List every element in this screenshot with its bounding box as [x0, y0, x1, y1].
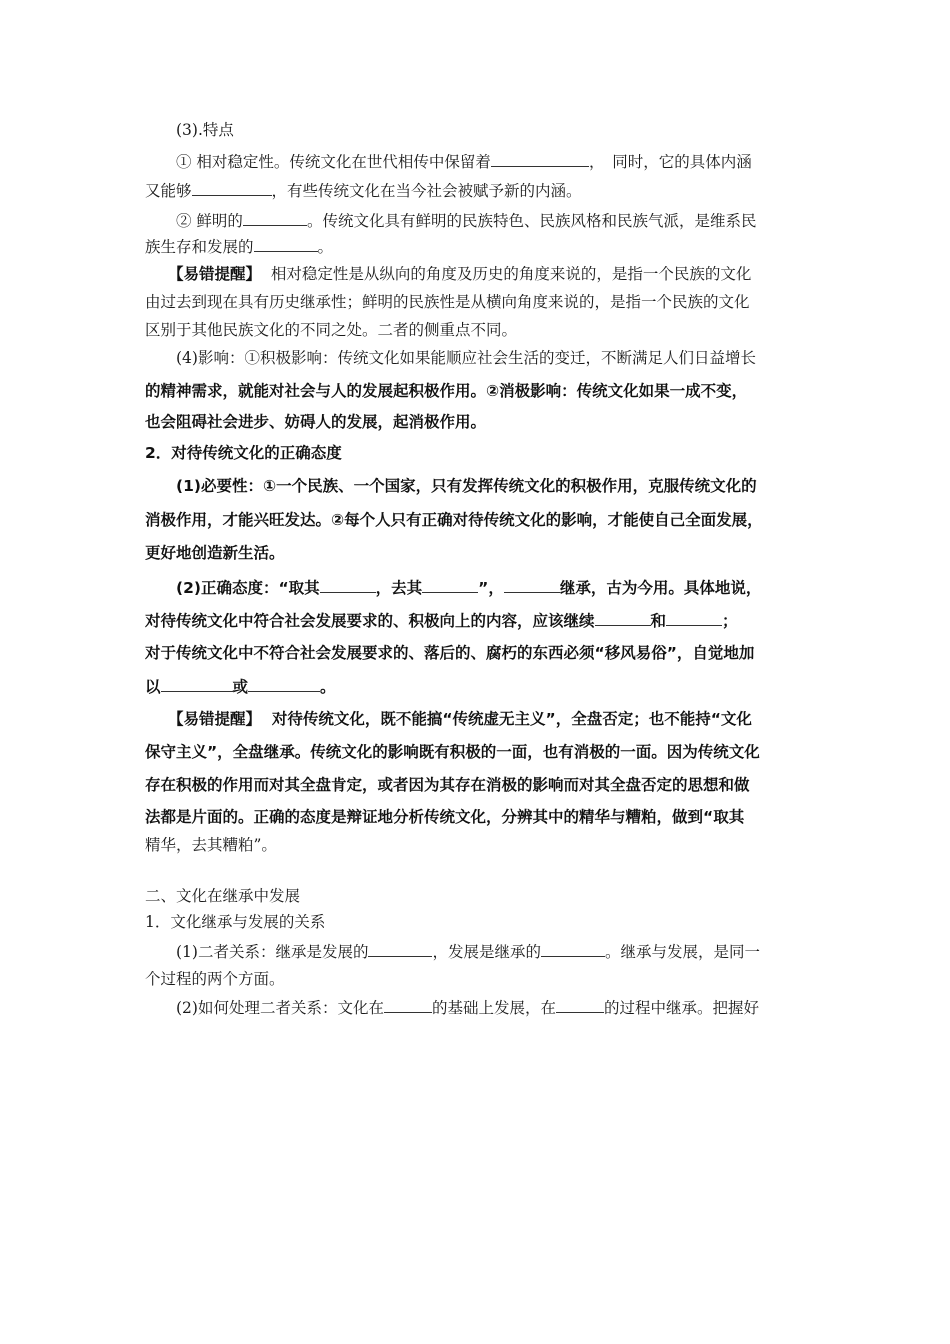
- influence-line3: [145, 412, 486, 432]
- text: 个过程的两个方面。: [145, 970, 285, 988]
- relation-line3: [176, 997, 759, 1018]
- text: ② 鲜明的: [176, 212, 243, 230]
- text: 。: [317, 238, 334, 256]
- fill-blank[interactable]: [192, 180, 272, 196]
- error-tip-1-line1: [168, 264, 751, 284]
- fill-blank[interactable]: [556, 997, 604, 1013]
- section-heading-attitude: [145, 443, 342, 463]
- fill-blank[interactable]: [666, 610, 722, 626]
- text: 的过程中继承。把握好: [603, 999, 759, 1017]
- necessity-line3: [145, 543, 285, 563]
- text: ”，: [478, 579, 504, 597]
- heading-text: (3).特点: [176, 121, 234, 139]
- text: 精华，去其糟粕”。: [145, 836, 277, 854]
- error-tip-2-line4: [145, 807, 744, 827]
- error-tip-2-line2: [145, 742, 760, 762]
- text: (2)正确态度：“取其: [176, 579, 320, 597]
- attitude-line1: [176, 577, 761, 598]
- fill-blank[interactable]: [491, 151, 589, 167]
- text: 族生存和发展的: [145, 238, 254, 256]
- text: 法都是片面的。正确的态度是辩证地分析传统文化，分辨其中的精华与糟粕，做到“取其: [145, 808, 745, 826]
- text: 区别于其他民族文化的不同之处。二者的侧重点不同。: [145, 321, 518, 339]
- error-tip-2-line1: [168, 709, 752, 729]
- text: 更好地创造新生活。: [145, 544, 285, 562]
- error-tip-1-line3: [145, 320, 517, 340]
- text: 1．文化继承与发展的关系: [145, 913, 326, 931]
- fill-blank[interactable]: [422, 577, 478, 593]
- fill-blank[interactable]: [384, 997, 432, 1013]
- tip-label: 【易错提醒】: [168, 710, 262, 728]
- text: 。继承与发展，是同一: [604, 943, 760, 961]
- text: 和: [650, 612, 667, 630]
- fill-blank[interactable]: [161, 676, 233, 692]
- influence-line2: [145, 381, 747, 401]
- text: ，有些传统文化在当今社会被赋予新的内涵。: [271, 182, 582, 200]
- fill-blank[interactable]: [541, 941, 605, 957]
- text: 由过去到现在具有历史继承性；鲜明的民族性是从横向角度来说的，是指一个民族的文化: [145, 293, 750, 311]
- error-tip-1-line2: [145, 292, 750, 312]
- text: 。传统文化具有鲜明的民族特色、民族风格和民族气派，是维系民: [306, 212, 757, 230]
- text: ① 相对稳定性。传统文化在世代相传中保留着: [176, 153, 491, 171]
- text: 对待传统文化，既不能搞“传统虚无主义”，全盘否定；也不能持“文化: [271, 710, 752, 728]
- text: (2)如何处理二者关系：文化在: [176, 999, 384, 1017]
- error-tip-2-line3: [145, 775, 750, 795]
- feature-national-line1: [176, 210, 756, 231]
- fill-blank[interactable]: [254, 236, 318, 252]
- text: ，发展是继承的: [432, 943, 541, 961]
- feature-stability-line1: [176, 151, 752, 172]
- feature-national-line2: [145, 236, 333, 257]
- text: ， 同时，它的具体内涵: [588, 153, 752, 171]
- text: (1)二者关系：继承是发展的: [176, 943, 369, 961]
- relation-line2: [145, 969, 285, 989]
- attitude-line3: [145, 643, 754, 663]
- heading-text: 2．对待传统文化的正确态度: [145, 444, 342, 462]
- text: 继承，古为今用。具体地说，: [559, 579, 762, 597]
- text: 以: [145, 678, 161, 696]
- text: 。: [320, 678, 336, 696]
- text: 相对稳定性是从纵向的角度及历史的角度来说的，是指一个民族的文化: [270, 265, 752, 283]
- relation-line1: [176, 941, 760, 962]
- text: 或: [232, 678, 249, 696]
- tip-label: 【易错提醒】: [168, 265, 262, 283]
- fill-blank[interactable]: [595, 610, 651, 626]
- text: (1)必要性：①一个民族、一个国家，只有发挥传统文化的积极作用，克服传统文化的: [176, 477, 757, 495]
- text: 对待传统文化中符合社会发展要求的、积极向上的内容，应该继续: [145, 612, 595, 630]
- text: (4)影响：①积极影响：传统文化如果能顺应社会生活的变迁，不断满足人们日益增长: [176, 349, 756, 367]
- section-heading-development: [145, 886, 300, 906]
- text: 的精神需求，就能对社会与人的发展起积极作用。②消极影响：传统文化如果一成不变，: [145, 382, 748, 400]
- text: 也会阻碍社会进步、妨碍人的发展，起消极作用。: [145, 413, 487, 431]
- necessity-line1: [176, 476, 757, 496]
- influence-line1: [176, 348, 756, 368]
- heading-text: 二、文化在继承中发展: [145, 887, 301, 905]
- attitude-line4: [145, 676, 336, 697]
- fill-blank[interactable]: [243, 210, 307, 226]
- necessity-line2: [145, 510, 763, 530]
- fill-blank[interactable]: [248, 676, 320, 692]
- fill-blank[interactable]: [504, 577, 560, 593]
- error-tip-2-line5: [145, 835, 277, 855]
- text: ，去其: [375, 579, 423, 597]
- text: 存在积极的作用而对其全盘肯定，或者因为其存在消极的影响而对其全盘否定的思想和做: [145, 776, 750, 794]
- subheading-relationship: [145, 912, 325, 932]
- fill-blank[interactable]: [368, 941, 432, 957]
- text: 的基础上发展，在: [431, 999, 556, 1017]
- text: 又能够: [145, 182, 192, 200]
- text: 消极作用，才能兴旺发达。②每个人只有正确对待传统文化的影响，才能使自己全面发展，: [145, 511, 763, 529]
- text: 保守主义”，全盘继承。传统文化的影响既有积极的一面，也有消极的一面。因为传统文化: [145, 743, 760, 761]
- section-heading-features: [176, 120, 234, 140]
- attitude-line2: [145, 610, 738, 631]
- text: ；: [722, 612, 738, 630]
- feature-stability-line2: [145, 180, 582, 201]
- text: 对于传统文化中不符合社会发展要求的、落后的、腐朽的东西必须“移风易俗”，自觉地加: [145, 644, 755, 662]
- fill-blank[interactable]: [320, 577, 376, 593]
